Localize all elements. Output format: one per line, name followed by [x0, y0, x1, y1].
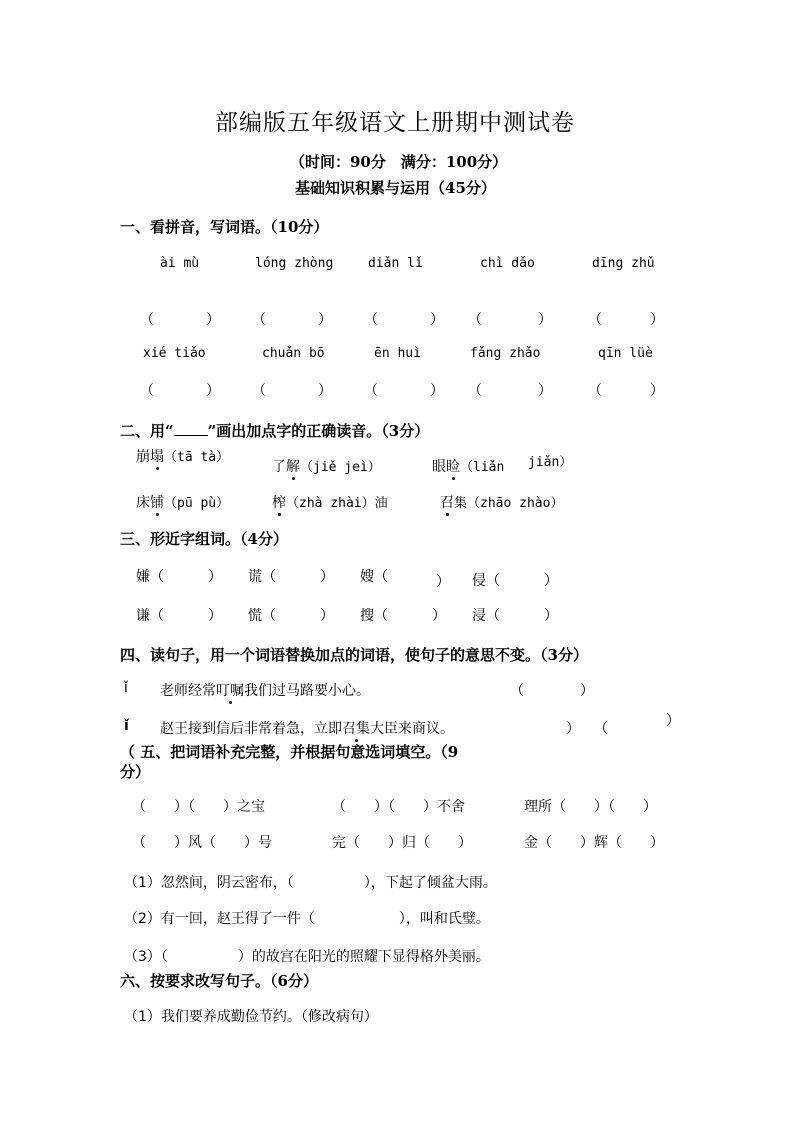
- sentence-1: 老师经常叮嘱我们过马路要小心。: [160, 680, 370, 700]
- reading-item[interactable]: 召集（zhāo zhào）: [440, 492, 563, 512]
- reading-item[interactable]: 榨（zhà zhài）油: [272, 492, 388, 512]
- answer-blank[interactable]: （ ）: [140, 312, 220, 328]
- char-blank[interactable]: 嫌（ ）: [136, 569, 222, 585]
- pinyin-item: qīn lüè: [598, 346, 653, 361]
- pinyin-item: lóng zhòng: [255, 256, 334, 271]
- char-blank[interactable]: 慌（ ）: [248, 608, 334, 624]
- char-blank[interactable]: 搜（ ）: [360, 608, 446, 624]
- fill-question-2[interactable]: （2）有一回，赵王得了一件（ ），叫和氏璧。: [124, 911, 490, 927]
- sentence-bullet: ǐ: [124, 718, 129, 734]
- idiom-blank[interactable]: （ ）（ ）不舍: [332, 799, 465, 815]
- pinyin-item: dīng zhǔ: [592, 256, 655, 271]
- section-1-heading: 一、看拼音，写词语。（10分）: [120, 218, 329, 236]
- answer-blank[interactable]: （ ）: [364, 312, 444, 328]
- char-blank[interactable]: 浸（ ）: [472, 608, 558, 624]
- answer-blank[interactable]: ） （ ）: [566, 713, 680, 737]
- sentence-bullet: ǐ: [124, 680, 128, 696]
- idiom-blank[interactable]: 金（ ）辉（ ）: [524, 835, 664, 851]
- pinyin-item: ài mù: [160, 256, 200, 271]
- answer-blank[interactable]: （ ）: [468, 312, 552, 328]
- part-title: 基础知识积累与运用（45分）: [295, 179, 496, 197]
- reading-item[interactable]: 了解（jiě jeì）: [272, 456, 381, 476]
- section-5-heading-cont: 分）: [120, 763, 151, 781]
- sentence-2: 赵王接到信后非常着急，立即召集大臣来商议。: [160, 718, 454, 738]
- char-blank[interactable]: 谎（ ）: [248, 569, 334, 585]
- rewrite-question-1[interactable]: （1）我们要养成勤俭节约。（修改病句）: [124, 1009, 378, 1025]
- pinyin-item: chuǎn bō: [262, 346, 325, 361]
- reading-option[interactable]: jiǎn）: [528, 455, 573, 470]
- section-6-heading: 六、按要求改写句子。（6分）: [120, 972, 318, 990]
- answer-blank[interactable]: （ ）: [140, 383, 220, 399]
- pinyin-item: chì dǎo: [480, 256, 535, 271]
- section-5-heading: （ 五、把词语补充完整，并根据句意选词填空。（9: [120, 743, 459, 761]
- section-2-heading: 二、用“ ”画出加点字的正确读音。（3分）: [120, 422, 430, 440]
- answer-blank[interactable]: （ ）: [468, 383, 552, 399]
- answer-blank[interactable]: （ ）: [510, 683, 594, 699]
- fill-question-1[interactable]: （1）忽然间，阴云密布，（ ），下起了倾盆大雨。: [124, 875, 497, 891]
- section-3-heading: 三、形近字组词。（4分）: [120, 530, 288, 548]
- fill-question-3[interactable]: （3）（ ）的故宫在阳光的照耀下显得格外美丽。: [124, 949, 490, 965]
- answer-blank[interactable]: （ ）: [364, 383, 444, 399]
- reading-item[interactable]: 眼睑（liǎn: [432, 456, 504, 476]
- idiom-blank[interactable]: （ ）（ ）之宝: [132, 799, 265, 815]
- answer-blank[interactable]: （ ）: [252, 312, 332, 328]
- pinyin-item: xié tiǎo: [143, 346, 206, 361]
- page-title: 部编版五年级语文上册期中测试卷: [215, 110, 575, 136]
- answer-blank[interactable]: （ ）: [588, 312, 664, 328]
- idiom-blank[interactable]: 理所（ ）（ ）: [524, 799, 657, 815]
- section-4-heading: 四、读句子，用一个词语替换加点的词语，使句子的意思不变。（3分）: [120, 646, 588, 664]
- answer-blank[interactable]: （ ）: [252, 383, 332, 399]
- char-blank[interactable]: 侵（ ）: [472, 573, 558, 589]
- idiom-blank[interactable]: （ ）风（ ）号: [132, 835, 272, 851]
- reading-item[interactable]: 崩塌（tā tà）: [136, 446, 229, 466]
- exam-time-info: （时间：90分 满分：100分）: [290, 153, 508, 171]
- pinyin-item: ēn huì: [374, 346, 421, 361]
- char-blank[interactable]: 谦（ ）: [136, 608, 222, 624]
- idiom-blank[interactable]: 完（ ）归（ ）: [332, 835, 472, 851]
- char-blank[interactable]: 嫂（ ）: [360, 569, 450, 590]
- reading-item[interactable]: 床铺（pū pù）: [136, 492, 229, 512]
- answer-blank[interactable]: （ ）: [588, 383, 664, 399]
- pinyin-item: fǎng zhǎo: [470, 346, 541, 361]
- pinyin-item: diǎn lǐ: [368, 256, 423, 271]
